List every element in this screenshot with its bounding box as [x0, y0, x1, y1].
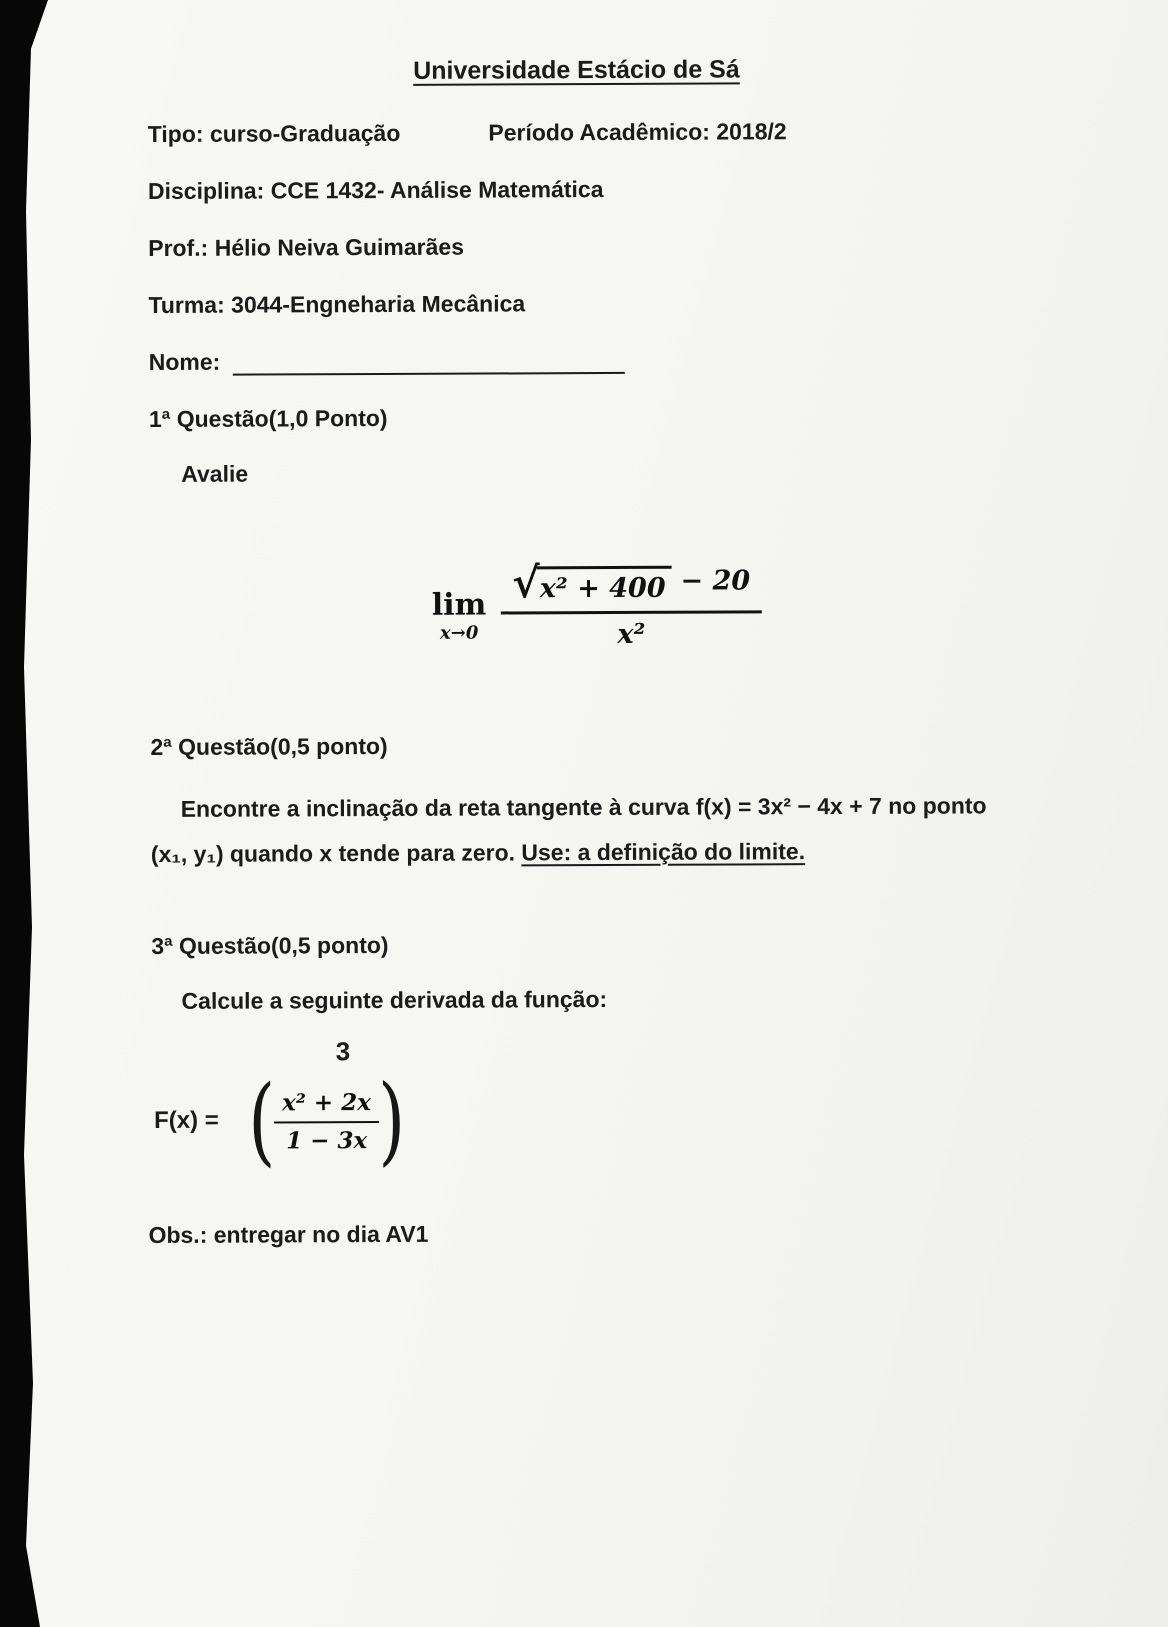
scan-edge-artifact — [0, 0, 48, 1627]
question-2 — [150, 730, 1069, 877]
fx-denominator: 1 − 3x — [286, 1127, 368, 1155]
after-radical-term: − 20 — [680, 565, 751, 597]
radical-sign-icon: √ — [512, 558, 540, 608]
question-2-underlined: Use: a definição do limite. — [521, 837, 806, 866]
radicand: x² + 400 — [537, 566, 672, 605]
tipo-label: Tipo: curso-Graduação — [147, 119, 401, 148]
meta-line-nome — [149, 345, 1067, 376]
left-paren: ( — [247, 1064, 276, 1177]
meta-line-turma: Turma: 3044-Engneharia Mecânica — [148, 290, 526, 319]
fx-expression — [153, 1035, 1070, 1177]
question-3-instruction: Calcule a seguinte derivada da função: — [181, 985, 608, 1014]
question-2-text — [151, 783, 991, 876]
question-3-heading: 3ª Questão(0,5 ponto) — [151, 931, 389, 959]
question-2-body: Encontre a inclinação da reta tangente à curva f(x) = 3x² − 4x + 7 no ponto (x₁, y₁) quando x tende para zero. — [150, 792, 987, 867]
lim-operator: lim — [431, 587, 487, 623]
limit-denominator: x² — [617, 618, 646, 650]
lim-subscript: x→0 — [439, 622, 479, 644]
fx-fraction — [274, 1087, 379, 1154]
meta-line-prof: Prof.: Hélio Neiva Guimarães — [148, 233, 465, 262]
nome-blank-line — [232, 350, 624, 376]
meta-line-disciplina: Disciplina: CCE 1432- Análise Matemática — [147, 176, 604, 205]
question-1-heading: 1ª Questão(1,0 Ponto) — [148, 404, 388, 433]
limit-numerator — [500, 558, 762, 614]
limit-operator-block — [431, 587, 487, 644]
meta-line-tipo — [148, 117, 1066, 148]
fx-exponent: 3 — [335, 1035, 351, 1066]
footer-obs: Obs.: entregar no dia AV1 — [148, 1221, 429, 1249]
university-title: Universidade Estácio de Sá — [413, 55, 740, 85]
question-2-heading: 2ª Questão(0,5 ponto) — [150, 732, 388, 761]
limit-formula — [431, 558, 1068, 651]
question-1-instruction: Avalie — [181, 460, 249, 487]
exam-metadata — [148, 117, 1067, 376]
limit-fraction — [500, 558, 762, 650]
right-paren: ) — [377, 1063, 406, 1176]
question-3 — [151, 929, 1070, 1177]
periodo-label: Período Acadêmico: 2018/2 — [488, 118, 787, 146]
fx-label: F(x) = — [153, 1107, 219, 1135]
document-content — [147, 54, 1070, 1249]
nome-label: Nome: — [148, 348, 221, 376]
question-1 — [149, 402, 1068, 652]
fx-numerator: x² + 2x — [274, 1087, 379, 1123]
